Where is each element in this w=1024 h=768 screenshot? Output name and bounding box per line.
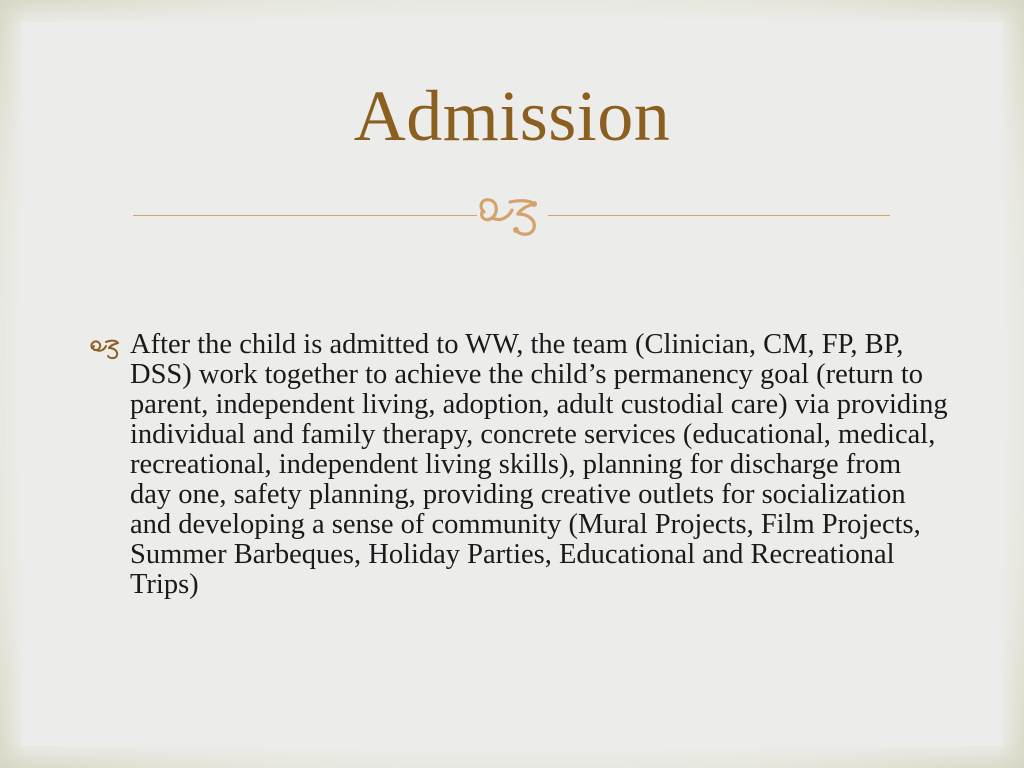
fleuron-icon	[474, 192, 550, 240]
list-item	[88, 330, 948, 600]
fleuron-bullet-icon	[88, 336, 122, 360]
bullet-text: After the child is admitted to WW, the team (Clinician, CM, FP, BP, DSS) work together to achieve the child’s permanency goal (return to parent, independent living, adoption, adult custodial care) via providing individual and family therapy, concrete services (educational, medical, recreational, independent living skills), planning for discharge from day one, safety planning, providing creative outlets for socialization and developing a sense of community (Mural Projects, Film Projects, Summer Barbeques, Holiday Parties, Educational and Recreational Trips)	[130, 329, 948, 600]
title-divider-left	[133, 215, 477, 216]
title-divider-right	[548, 215, 890, 216]
slide-title: Admission	[353, 76, 671, 156]
bullet-list	[88, 330, 948, 600]
